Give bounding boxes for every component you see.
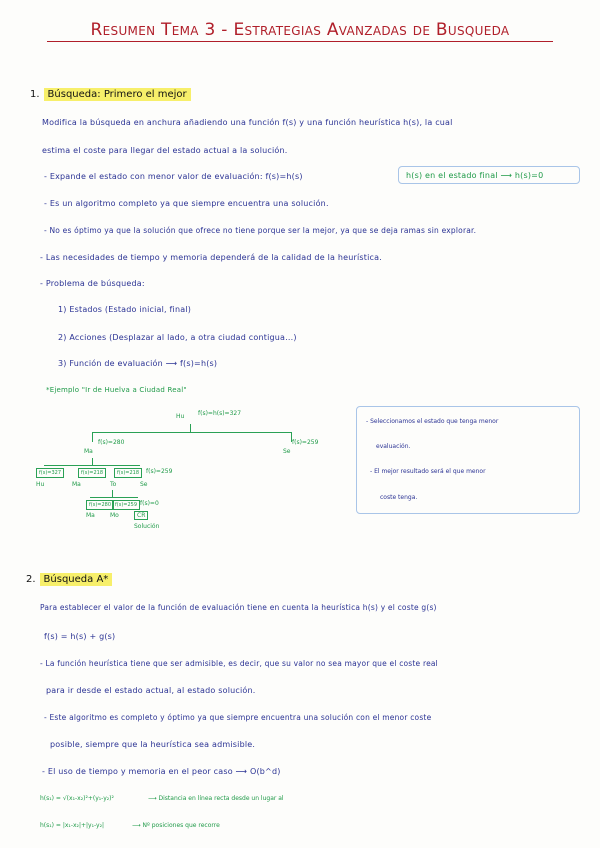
s1-bullet-not-optimal: - No es óptimo ya que la solución que ofrece no tiene porque ser la mejor, ya que se deja ramas sin explorar. — [44, 226, 477, 235]
tree-edge — [90, 497, 138, 498]
tree-node-label: Hu — [36, 481, 45, 488]
s1-note-final: h(s) en el estado final ⟶ h(s)=0 — [406, 171, 544, 180]
s2-bullet-complexity: - El uso de tiempo y memoria en el peor caso ⟶ O(b^d) — [42, 767, 281, 776]
tree-node-value: f(s)=259 — [146, 468, 173, 475]
s1-side-note-line4: coste tenga. — [380, 494, 418, 501]
tree-node-value: f(s)=218 — [78, 468, 106, 478]
s1-paragraph-line2: estima el coste para llegar del estado actual a la solución. — [42, 146, 288, 155]
s1-bullet-complete: - Es un algoritmo completo ya que siempre encuentra una solución. — [44, 199, 329, 208]
s1-side-note-line2: evaluación. — [376, 443, 411, 450]
tree-node-value: f(s)=0 — [140, 500, 159, 507]
s1-bullet-expand: - Expande el estado con menor valor de evaluación: f(s)=h(s) — [44, 172, 303, 181]
s2-bullet-admissible-1: - La función heurística tiene que ser admisible, es decir, que su valor no sea mayor que el coste real — [40, 659, 438, 668]
s2-paragraph: Para establecer el valor de la función de evaluación tiene en cuenta la heurística h(s) y el coste g(s) — [40, 603, 437, 612]
s1-list-evaluation: 3) Función de evaluación ⟶ f(s)=h(s) — [58, 359, 218, 368]
s1-bullet-problem: - Problema de búsqueda: — [40, 279, 145, 288]
tree-edge — [112, 490, 113, 497]
s1-bullet-needs: - Las necesidades de tiempo y memoria dependerá de la calidad de la heurística. — [40, 253, 382, 262]
section-2-heading — [26, 574, 112, 585]
section-1-heading — [30, 89, 191, 100]
tree-node-value: f(s)=280 — [86, 500, 114, 510]
tree-edge — [92, 458, 93, 465]
section-1-number: 1. — [30, 89, 40, 100]
s1-list-states: 1) Estados (Estado inicial, final) — [58, 305, 192, 314]
s2-formula-euclidean: h(s₁) = √(x₁-x₂)²+(y₁-y₂)² — [40, 795, 114, 802]
tree-edge — [92, 432, 292, 433]
tree-edge — [44, 465, 140, 466]
tree-node-label: To — [110, 481, 117, 488]
tree-root-label: Hu — [176, 413, 185, 420]
tree-node-value: f(s)=218 — [114, 468, 142, 478]
section-1-title: Búsqueda: Primero el mejor — [44, 88, 191, 101]
s1-example-title: *Ejemplo "Ir de Huelva a Ciudad Real" — [46, 386, 187, 394]
s2-formula: f(s) = h(s) + g(s) — [44, 632, 116, 641]
tree-edge — [190, 424, 191, 432]
page-title: Resumen Tema 3 - Estrategias Avanzadas de Busqueda — [90, 20, 510, 40]
tree-ma-label: Ma — [84, 448, 93, 455]
s2-formula-manhattan-note: ⟶ Nº posiciones que recorre — [132, 822, 220, 829]
s2-formula-manhattan: h(s₁) = |x₁-x₂|+|y₁-y₂| — [40, 822, 105, 829]
tree-node-label: Se — [140, 481, 148, 488]
tree-root-value: f(s)=h(s)=327 — [198, 410, 242, 417]
section-2-number: 2. — [26, 574, 36, 585]
s2-bullet-admissible-2: para ir desde el estado actual, al estado solución. — [46, 686, 256, 695]
tree-node-value: f(s)=327 — [36, 468, 64, 478]
s1-side-note-line1: - Seleccionamos el estado que tenga menor — [366, 418, 499, 425]
tree-node-label: Mo — [110, 512, 119, 519]
s1-paragraph-line1: Modifica la búsqueda en anchura añadiendo una función f(s) y una función heurística h(s), la cual — [42, 118, 453, 127]
tree-se-label: Se — [283, 448, 291, 455]
s1-list-actions: 2) Acciones (Desplazar al lado, a otra ciudad contigua...) — [58, 333, 297, 342]
tree-se-value: f(s)=259 — [292, 439, 319, 446]
tree-solution-label: Solución — [134, 523, 160, 530]
s1-side-note-line3: - El mejor resultado será el que menor — [370, 468, 486, 475]
tree-node-label: Ma — [86, 512, 95, 519]
title-underline — [47, 41, 553, 42]
tree-goal-node: CR — [134, 511, 148, 520]
section-2-title: Búsqueda A* — [40, 573, 113, 586]
s2-bullet-complete-2: posible, siempre que la heurística sea admisible. — [50, 740, 256, 749]
s2-formula-euclidean-note: ⟶ Distancia en línea recta desde un lugar al — [148, 795, 284, 802]
s2-bullet-complete-1: - Este algoritmo es completo y óptimo ya que siempre encuentra una solución con el menor coste — [44, 713, 432, 722]
tree-node-label: Ma — [72, 481, 81, 488]
tree-ma-value: f(s)=280 — [98, 439, 125, 446]
tree-edge — [92, 432, 93, 442]
tree-node-value: f(s)=259 — [112, 500, 140, 510]
